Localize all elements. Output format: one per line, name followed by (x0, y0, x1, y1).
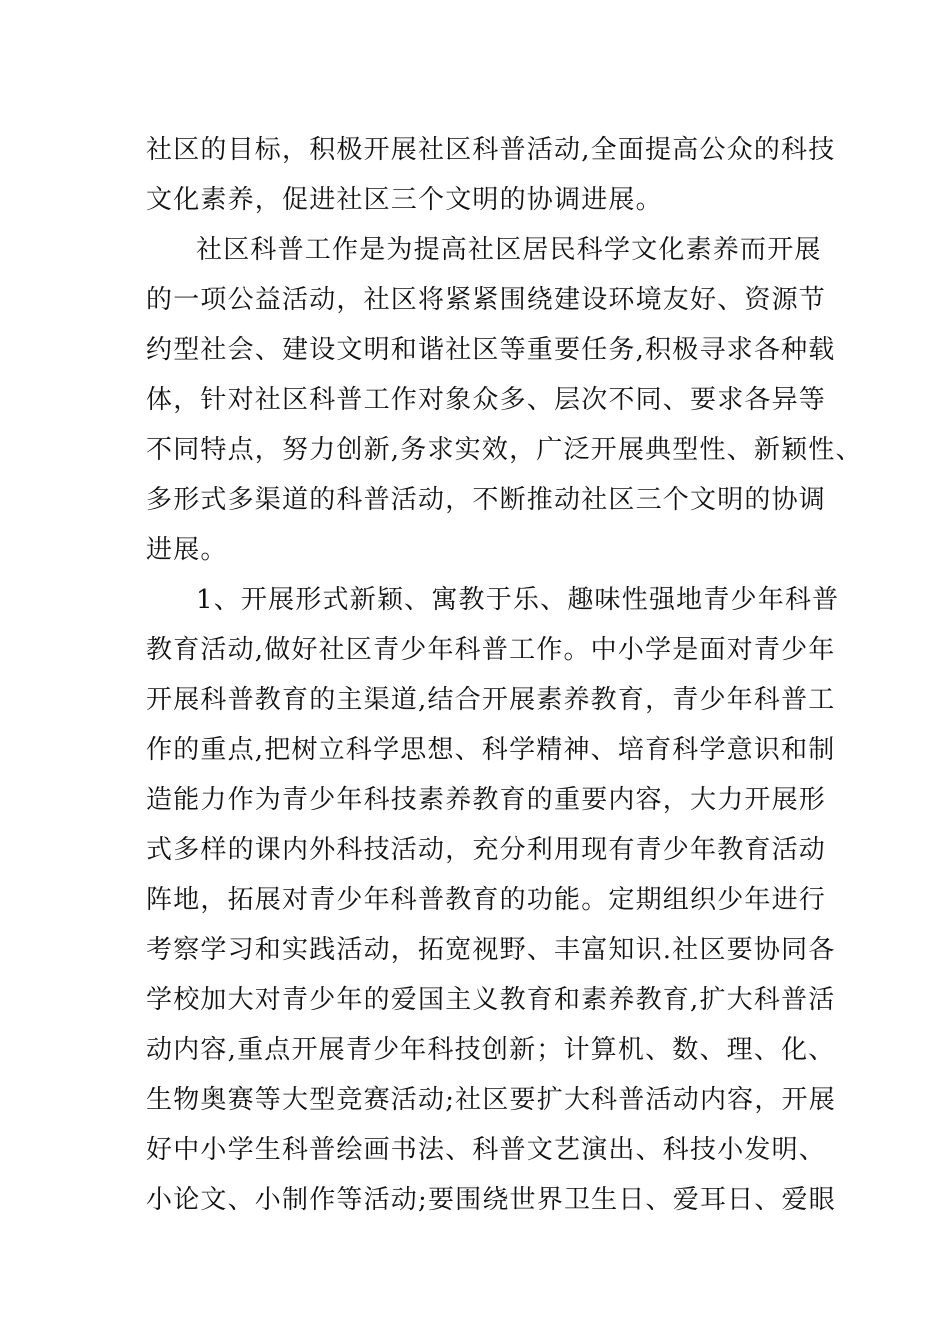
text-line: 造能力作为青少年科技素养教育的重要内容，大力开展形 (146, 785, 827, 815)
text-line: 文化素养，促进社区三个文明的协调进展。 (146, 185, 663, 215)
text-line: 约型社会、建设文明和谐社区等重要任务,积极寻求各种载 (146, 335, 836, 365)
text-line: 多形式多渠道的科普活动，不断推动社区三个文明的协调 (146, 485, 827, 515)
text-line: 生物奥赛等大型竞赛活动;社区要扩大科普活动内容，开展 (146, 1085, 836, 1115)
text-line: 进展。 (146, 535, 228, 565)
text-line: 开展科普教育的主渠道,结合开展素养教育，青少年科普工 (146, 685, 836, 715)
text-line: 动内容,重点开展青少年科技创新；计算机、数、理、化、 (146, 1035, 836, 1065)
text-line: 教育活动,做好社区青少年科普工作。中小学是面对青少年 (146, 635, 836, 665)
paragraph-first-line: 社区科普工作是为提高社区居民科学文化素养而开展 (196, 235, 822, 265)
text-line: 阵地，拓展对青少年科普教育的功能。定期组织少年进行 (146, 885, 827, 915)
text-line: 式多样的课内外科技活动，充分利用现有青少年教育活动 (146, 835, 827, 865)
text-line: 小论文、小制作等活动;要围绕世界卫生日、爱耳日、爱眼 (146, 1185, 836, 1215)
text-line: 社区的目标，积极开展社区科普活动,全面提高公众的科技 (146, 135, 836, 165)
paragraph-first-line: 1、开展形式新颖、寓教于乐、趣味性强地青少年科普 (196, 585, 840, 615)
text-line: 体，针对社区科普工作对象众多、层次不同、要求各异等 (146, 385, 827, 415)
text-line: 不同特点，努力创新,务求实效，广泛开展典型性、新颖性、 (146, 435, 863, 465)
text-line: 好中小学生科普绘画书法、科普文艺演出、科技小发明、 (146, 1135, 827, 1165)
text-line: 作的重点,把树立科学思想、科学精神、培育科学意识和制 (146, 735, 836, 765)
text-line: 的一项公益活动，社区将紧紧围绕建设环境友好、资源节 (146, 285, 827, 315)
text-line: 考察学习和实践活动，拓宽视野、丰富知识.社区要协同各 (146, 935, 836, 965)
text-line: 学校加大对青少年的爱国主义教育和素养教育,扩大科普活 (146, 985, 836, 1015)
